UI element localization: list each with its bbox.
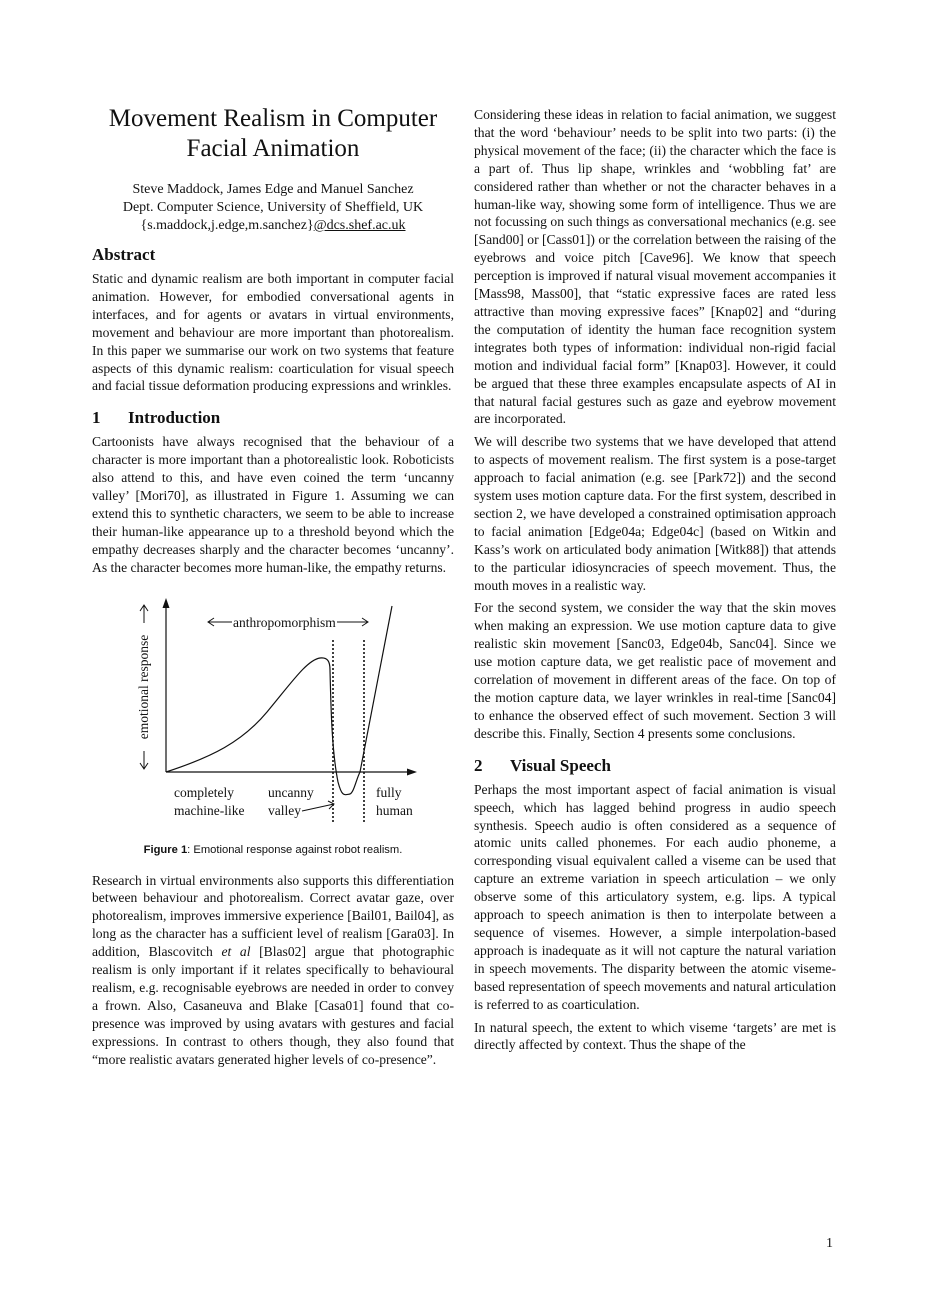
figure-1-caption-label: Figure 1 xyxy=(143,843,188,856)
abstract-text: Static and dynamic realism are both important in computer facial animation. However, for embodied conversational agents in interfaces, and for agents or avatars in virtual environments, movement and behaviour are more important than photorealism. In this paper we summarise our work on two systems that feature aspects of this dynamic realism: coarticulation for visual speech and facial tissue deformation producing expressions and wrinkles. xyxy=(92,271,454,394)
visual-speech-paragraph-2: In natural speech, the extent to which viseme ‘targets’ are met is directly affected by context. Thus the shape of the xyxy=(474,1019,836,1053)
title-line-2: Facial Animation xyxy=(186,135,360,162)
email-local: {s.maddock,j.edge,m.sanchez} xyxy=(140,218,314,233)
x-label-human-line2: human xyxy=(376,802,413,818)
intro-p2-part1: Research in virtual environments also supports this differentiation between behaviour and photorealism. Correct avatar gaze, over photorealism, improves immersive experience [Bail01, Bail04], as long as the character has a sufficient level of realism [Gara03]. In addition, Blascovitch xyxy=(92,872,454,960)
emotional-response-curve xyxy=(166,606,392,795)
section-2-title: Visual Speech xyxy=(510,755,611,775)
author-affiliation: Dept. Computer Science, University of Sheffield, UK xyxy=(122,200,424,215)
y-axis-arrow-icon xyxy=(163,598,170,608)
x-label-valley-line2: valley xyxy=(268,802,301,818)
intro-p2-italic: et al xyxy=(221,944,251,960)
x-label-valley-line1: uncanny xyxy=(268,784,314,800)
figure-1 xyxy=(92,582,454,842)
section-1-title: Introduction xyxy=(128,408,221,428)
page-number: 1 xyxy=(826,1236,833,1251)
intro-paragraph-2 xyxy=(92,872,454,1069)
figure-1-caption xyxy=(92,842,454,860)
section-2-number: 2 xyxy=(474,755,483,775)
section-1-heading xyxy=(92,407,454,429)
author-names: Steve Maddock, James Edge and Manuel Sanchez xyxy=(132,182,414,197)
x-label-machine-line1: completely xyxy=(174,784,234,800)
visual-speech-paragraph-1: Perhaps the most important aspect of facial animation is visual speech, which has lagged behind progress in audio speech synthesis. Speech audio is often considered as a sequence of atomic units called phonemes. For each audio phoneme, a corresponding visual equivalent called a viseme can be used that capture an extreme variation in speech articulation – we only observe some of this articulatory system, e.g. lips. A typical approach to speech animation is then to interpolate between a sequence of visemes. However, a simple interpolation-based approach is inadequate as it will not capture the natural variation in speech movements. The disparity between the atomic viseme-based representation of speech movements and natural articulation is referred to as coarticulation. xyxy=(474,781,836,1012)
figure-1-caption-text: : Emotional response against robot realism. xyxy=(187,843,403,856)
intro-p2-part2: [Blas02] argue that photographic realism is only important if it relates specifically to behavioural realism, e.g. recognisable eyebrows are needed in order to convey a frown. Also, Casaneuva and Blake [Casa01] found that co-presence was improved by using avatars with gestures and facial expressions. In contrast to others though, they also found that “more realistic avatars generated higher levels of co-presence”. xyxy=(92,944,454,1067)
x-axis-arrow-icon xyxy=(407,768,417,775)
y-axis-label: emotional response xyxy=(136,634,151,739)
intro-paragraph-4: We will describe two systems that we have developed that attend to aspects of movement realism. The first system is a pose-target approach to facial animation (e.g. see [Park72]) and the second system uses motion capture data. For the first system, described in section 2, we have developed a constrained optimisation approach to facial animation [Edge04a; Edge04c] (based on Witkin and Kass’s work on articulated body animation [Witk88]) that attends to the particular idiosyncracies of speech movement. Thus, the mouth moves in a realistic way. xyxy=(474,434,836,593)
author-block xyxy=(92,181,454,235)
email-domain-link[interactable]: @dcs.shef.ac.uk xyxy=(313,218,406,233)
intro-paragraph-3: Considering these ideas in relation to facial animation, we suggest that the word ‘behaviour’ needs to be split into two parts: (i) the physical movement of the face; (ii) the character which the face is a part of. Thus lip shape, wrinkles and ‘wobbling fat’ are considered rather than whether or not the character behaves in a human-like way, showing some form of intelligence. Thus we are not focussing on such things as conversational mechanics (e.g. see [Sand00] or [Cass01]) or the correlation between the raising of the eyebrows and voice pitch [Cave96]. We know that speech perception is improved if natural visual movement accompanies it [Mass98, Mass00], that “static expressive faces are rated less attractive than moving expressive faces” [Knap02] and “during the computation of identity the human face recognition system integrates both types of information: individual non-rigid facial motion and individual facial form” [Knap03]. However, it could be argued that these three examples encapsulate aspects of AI in that natural facial gestures such as gaze and eyebrow movement are incorporated. xyxy=(474,107,836,427)
title-line-1: Movement Realism in Computer xyxy=(108,105,438,132)
left-column xyxy=(92,244,454,1073)
paper-title xyxy=(92,104,454,164)
x-label-human-line1: fully xyxy=(376,784,402,800)
abstract-heading: Abstract xyxy=(92,245,156,264)
intro-paragraph-1: Cartoonists have always recognised that the behaviour of a character is more important than a photorealistic look. Roboticists also attend to this, and have even coined the term ‘uncanny valley’ [Mori70], as illustrated in Figure 1. Assuming we can extend this to synthetic characters, we seem to be able to increase their human-like appearance up to a threshold beyond which the empathy decreases sharply and the character becomes ‘uncanny’. As the character becomes more human-like, the empathy returns. xyxy=(92,434,454,575)
section-1-number: 1 xyxy=(92,408,101,428)
x-label-machine-line2: machine-like xyxy=(174,802,245,818)
anthropomorphism-label: anthropomorphism xyxy=(233,614,336,630)
section-2-heading xyxy=(474,755,836,777)
right-column xyxy=(474,106,836,1059)
uncanny-valley-chart xyxy=(92,582,454,842)
author-emails xyxy=(92,217,454,235)
intro-paragraph-5: For the second system, we consider the way that the skin moves when making an expression. We use motion capture data to give realistic skin movement [Sanc03, Edge04b, Sanc04]. Since we use motion capture data, we get realistic pace of movement and correlation of movement in different areas of the face. On top of the motion capture data, we layer wrinkles in real-time [Sanc04] to enhance the observed effect of such movement. Section 3 will describe this. Finally, Section 4 presents some conclusions. xyxy=(474,600,836,741)
